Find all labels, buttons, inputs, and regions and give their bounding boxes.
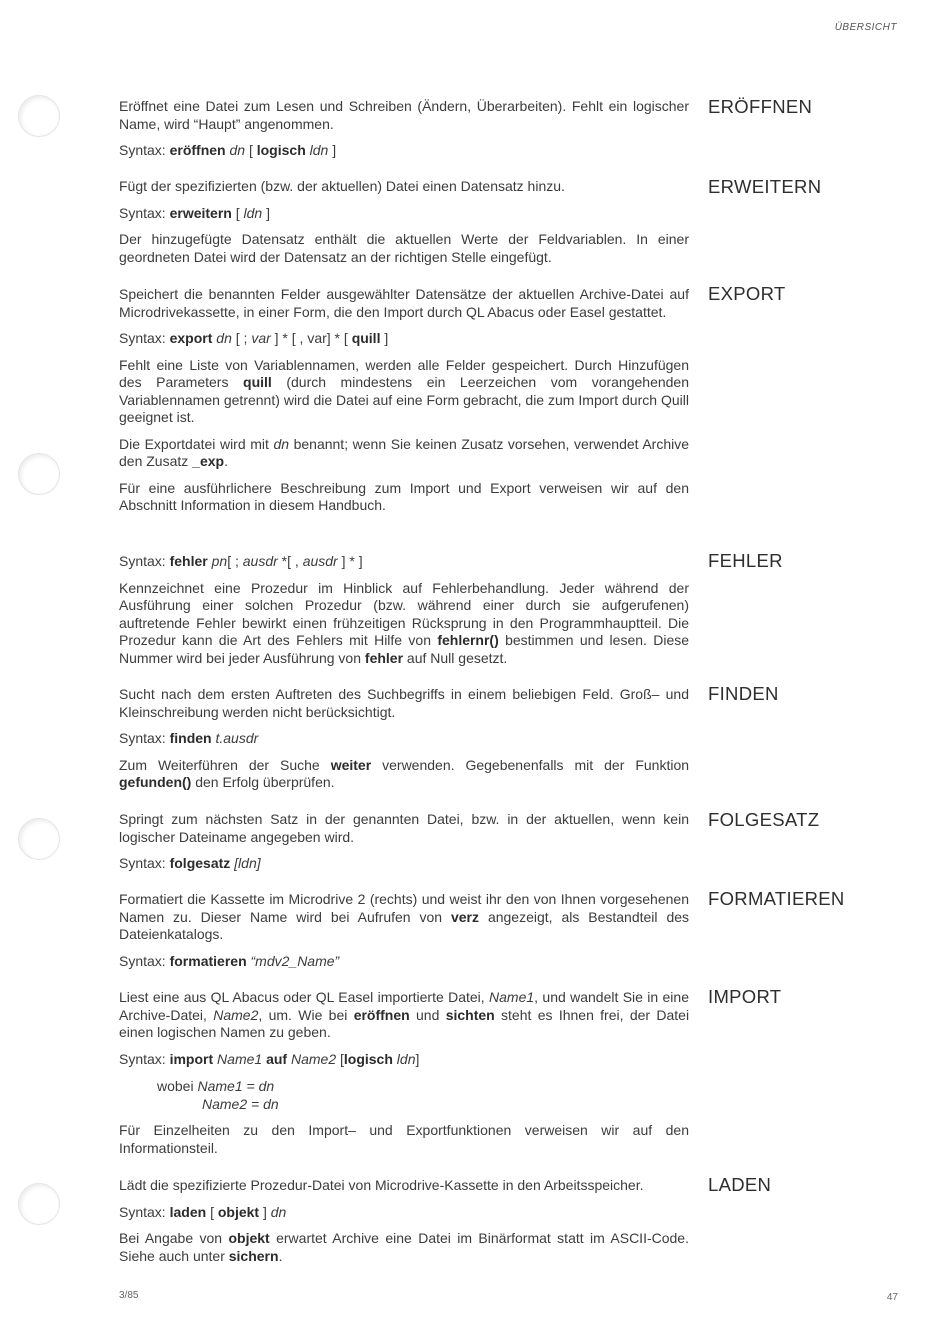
description: Fügt der spezifizierten (bzw. der aktuellen) Datei einen Datensatz hinzu. (119, 178, 565, 194)
binder-hole (18, 818, 60, 860)
command-name-import: IMPORT (708, 986, 782, 1007)
keyword: quill (351, 330, 381, 346)
command-name-laden: LADEN (708, 1174, 772, 1195)
command-name-folgesatz: FOLGESATZ (708, 809, 820, 830)
argument: var (251, 330, 271, 346)
argument: Name2 (213, 1006, 259, 1023)
text-run: , und wandelt Sie in eine Archive-Datei, (119, 989, 689, 1023)
text-run: erwartet Archive eine Datei im Binärformat statt im ASCII-Code. Siehe auch unter (119, 1230, 689, 1264)
description (119, 357, 689, 427)
text-run: auf Null gesetzt. (406, 649, 508, 666)
text-run: angezeigt, als Bestandteil des Dateienkatalogs. (119, 908, 690, 942)
keyword: objekt (228, 1230, 270, 1246)
text-run: Bei Angabe von (119, 1230, 223, 1246)
keyword: finden (169, 730, 212, 746)
text-run: Liest eine aus QL Abacus oder QL Easel importierte Datei, (119, 989, 485, 1005)
entry-fehler (119, 553, 689, 676)
bracket: [ (235, 204, 240, 221)
description: Springt zum nächsten Satz in der genannten Datei, bzw. in der aktuellen, wenn kein logischer Dateiname angegeben wird. (119, 811, 689, 845)
syntax-label: Syntax: (119, 855, 166, 871)
bracket: ] (266, 204, 270, 221)
description (119, 891, 689, 944)
argument: Name1 (217, 1050, 263, 1067)
text-run: und (416, 1006, 440, 1023)
argument: ldn (309, 142, 329, 158)
entry-laden (119, 1177, 689, 1274)
text-run: (durch mindestens ein Leerzeichen vom vorangehenden Variablennamen getrennt) wird die Datei auf eine Form gebracht, die zum Import durch Quill geeignet ist. (119, 374, 690, 425)
syntax-line (119, 330, 689, 348)
keyword: sichern (228, 1247, 279, 1264)
description: Für Einzelheiten zu den Import– und Exportfunktionen verweisen wir auf den Informationsteil. (119, 1122, 689, 1156)
bracket: ] (262, 1203, 267, 1220)
description: Eröffnet eine Datei zum Lesen und Schreiben (Ändern, Überarbeiten). Fehlt ein logischer Name, wird “Haupt” angenommen. (119, 98, 689, 132)
description (119, 757, 689, 792)
entry-eroeffnen (119, 98, 689, 169)
syntax-line (119, 1051, 689, 1069)
description: Der hinzugefügte Datensatz enthält die aktuellen Werte der Feldvariablen. In einer geordneten Datei wird der Datensatz an der richtigen Stelle eingefügt. (119, 231, 689, 265)
argument: dn (270, 1203, 287, 1220)
keyword: logisch (343, 1050, 393, 1067)
entry-folgesatz (119, 811, 689, 882)
keyword: laden (169, 1203, 207, 1220)
entry-formatieren (119, 891, 689, 979)
argument: dn (216, 330, 232, 346)
keyword: _exp (192, 453, 225, 469)
keyword: fehler (169, 553, 208, 569)
argument: pn (211, 553, 228, 569)
text-run: . (278, 1247, 283, 1264)
syntax-part: ] (384, 330, 389, 346)
text-run: benannt; wenn Sie keinen Zusatz vorsehen, verwendet Archive den Zusatz (119, 435, 690, 469)
bracket: ] (332, 142, 337, 158)
argument: [ldn] (234, 855, 261, 871)
syntax-part: [ ; (235, 330, 248, 346)
keyword: sichten (445, 1006, 495, 1023)
description (119, 1230, 689, 1265)
binder-hole (18, 453, 60, 495)
syntax-part: [ ; (227, 553, 239, 569)
keyword: fehlernr() (437, 632, 499, 648)
keyword: verz (450, 908, 480, 925)
description (119, 580, 689, 668)
syntax-part: ] * [ , var] * [ (274, 330, 348, 346)
description (119, 436, 689, 471)
keyword: gefunden() (119, 774, 192, 790)
argument: ausdr (242, 553, 278, 569)
syntax-line (119, 205, 689, 223)
text-run: Die Exportdatei wird mit (119, 435, 269, 452)
text-run: , um. Wie bei (258, 1006, 348, 1023)
argument: dn (229, 142, 246, 158)
syntax-label: Syntax: (119, 142, 166, 158)
keyword: fehler (364, 649, 404, 666)
entry-export (119, 286, 689, 524)
syntax-label: Syntax: (119, 1203, 166, 1220)
argument: Name2 = dn (202, 1096, 279, 1112)
argument: Name1 = dn (197, 1078, 275, 1094)
binder-hole (18, 95, 60, 137)
bracket: [ (248, 142, 253, 158)
text-run: den Erfolg überprüfen. (195, 774, 335, 790)
argument: dn (273, 435, 290, 452)
text-run: Formatiert die Kassette im Microdrive 2 (rechts) und weist ihr den von Ihnen vorgesehenen Namen zu. Dieser Name wird bei Aufrufen von (119, 891, 689, 925)
syntax-label: Syntax: (119, 204, 166, 221)
argument: t.ausdr (215, 730, 259, 746)
syntax-part: ] * ] (341, 553, 363, 569)
keyword: erweitern (169, 204, 232, 221)
description: Lädt die spezifizierte Prozedur-Datei von Microdrive-Kassette in den Arbeitsspeicher. (119, 1177, 644, 1193)
syntax-label: Syntax: (119, 553, 166, 569)
keyword: eröffnen (169, 142, 226, 158)
description: Für eine ausführlichere Beschreibung zum Import und Export verweisen wir auf den Abschnitt Information in diesem Handbuch. (119, 479, 689, 513)
section-header: ÜBERSICHT (834, 22, 897, 33)
argument: ldn (243, 204, 263, 221)
argument: ausdr (302, 553, 338, 569)
text-run: Fehlt eine Liste von Variablennamen, werden alle Felder gespeichert. Durch Hinzufügen des Parameters (119, 356, 689, 390)
text-run: wobei (157, 1078, 194, 1094)
argument: “mdv2_Name” (250, 952, 340, 969)
keyword: eröffnen (353, 1006, 410, 1023)
command-name-formatieren: FORMATIEREN (708, 888, 845, 909)
binder-hole (18, 1183, 60, 1225)
syntax-label: Syntax: (119, 330, 166, 346)
command-name-fehler: FEHLER (708, 550, 783, 571)
keyword: objekt (217, 1203, 260, 1220)
syntax-line (119, 142, 689, 160)
command-name-export: EXPORT (708, 283, 786, 304)
argument: Name1 (489, 989, 535, 1005)
description: Sucht nach dem ersten Auftreten des Suchbegriffs in einem beliebigen Feld. Groß– und Kleinschreibung werden nicht berücksichtigt. (119, 686, 689, 720)
footer-date: 3/85 (119, 1290, 139, 1301)
where-clause (119, 1077, 689, 1113)
keyword: auf (266, 1050, 288, 1067)
command-name-erweitern: ERWEITERN (708, 176, 822, 197)
syntax-line (119, 553, 689, 571)
syntax-line (119, 953, 689, 971)
text-run: bestimmen und lesen. Diese Nummer wird bei jeder Ausführung von (119, 632, 690, 666)
description: Speichert die benannten Felder ausgewählter Datensätze der aktuellen Archive-Datei auf Microdrivekassette, in einer Form, die den Import durch QL Abacus oder Easel gestattet. (119, 286, 689, 320)
keyword: import (169, 1050, 214, 1067)
command-name-eroeffnen: ERÖFFNEN (708, 96, 813, 117)
syntax-part: *[ , (281, 553, 299, 569)
entry-erweitern (119, 178, 689, 275)
text-run: . (224, 453, 228, 469)
syntax-line (119, 1204, 689, 1222)
description (119, 989, 689, 1042)
syntax-label: Syntax: (119, 952, 166, 969)
syntax-part: [ (340, 1050, 344, 1067)
syntax-part: ] (415, 1050, 420, 1067)
syntax-line (119, 730, 689, 748)
bracket: [ (210, 1203, 214, 1220)
keyword: quill (243, 374, 272, 390)
argument: Name2 (290, 1050, 337, 1067)
syntax-label: Syntax: (119, 730, 166, 746)
keyword: weiter (330, 756, 372, 773)
page-number: 47 (886, 1292, 898, 1303)
entry-import (119, 989, 689, 1166)
syntax-line (119, 855, 689, 873)
argument: ldn (396, 1050, 416, 1067)
command-name-finden: FINDEN (708, 683, 779, 704)
keyword: folgesatz (169, 855, 231, 871)
keyword: export (169, 330, 213, 346)
text-run: Kennzeichnet eine Prozedur im Hinblick auf Fehlerbehandlung. Jeder während der Ausführung einer solchen Prozedur (bzw. während einer durch sie aufgerufenen) auftretende Fehler bewirkt einen frühzeitigen Rücksprung in den Programmhauptteil. Die Prozedur kann die Art des Fehlers mit Hilfe von (119, 579, 689, 648)
keyword: logisch (256, 142, 306, 158)
entry-finden (119, 686, 689, 801)
text-run: steht es Ihnen frei, der Datei einen logischen Namen zu geben. (119, 1006, 690, 1040)
syntax-label: Syntax: (119, 1050, 166, 1067)
text-run: verwenden. Gegebenenfalls mit der Funktion (382, 756, 690, 773)
text-run: Zum Weiterführen der Suche (119, 756, 320, 773)
keyword: formatieren (169, 952, 247, 969)
